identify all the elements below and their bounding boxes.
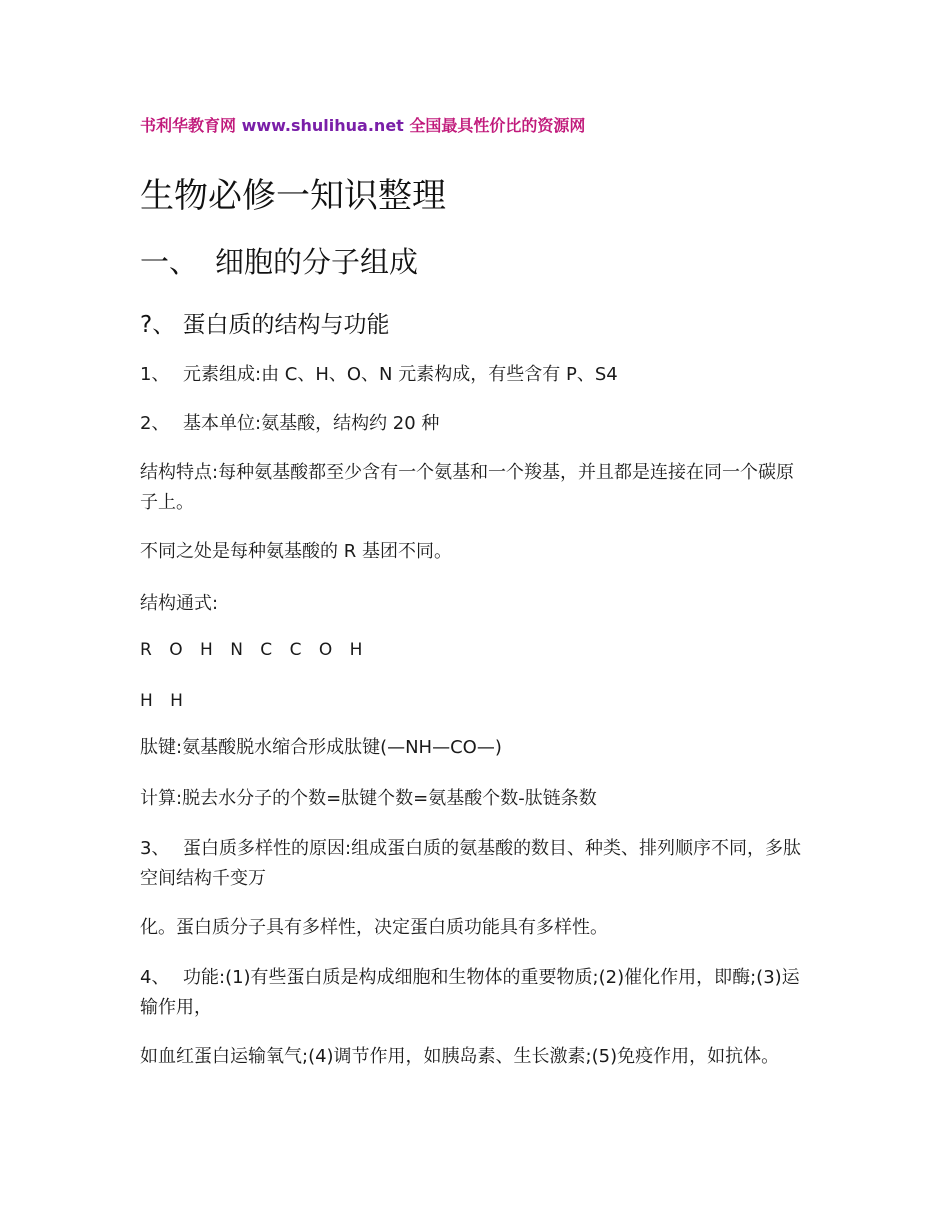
formula-line-1: R O H N C C O H [140,640,369,660]
item-2 [140,409,810,439]
item-4-number: 4、 [140,967,170,988]
section-heading [140,240,418,281]
item-2-number: 2、 [140,413,170,434]
document-title: 生物必修一知识整理 [140,176,446,216]
section-heading-text: 细胞的分子组成 [215,245,419,279]
item-3-text: 蛋白质多样性的原因:组成蛋白质的氨基酸的数目、种类、排列顺序不同，多肽空间结构千变万 [140,838,802,889]
banner-url: www.shulihua.net [241,116,404,135]
formula-label: 结构通式: [140,593,219,614]
calculation-paragraph: 计算:脱去水分子的个数=肽键个数=氨基酸个数-肽链条数 [140,788,597,809]
peptide-bond-paragraph: 肽键:氨基酸脱水缩合形成肽键(—NH—CO—) [140,737,502,758]
structure-feature-paragraph: 结构特点:每种氨基酸都至少含有一个氨基和一个羧基，并且都是连接在同一个碳原子上。 [140,462,795,513]
item-3-number: 3、 [140,838,170,859]
item-4-text: 功能:(1)有些蛋白质是构成细胞和生物体的重要物质;(2)催化作用，即酶;(3)运输作用， [140,967,800,1018]
subsection-heading: ?、 蛋白质的结构与功能 [140,312,390,338]
formula-line-2: H H [140,691,189,711]
banner-slogan: 全国最具性价比的资源网 [409,116,586,135]
item-4 [140,963,810,1023]
item-1 [140,360,810,390]
item-1-text: 元素组成:由 C、H、O、N 元素构成，有些含有 P、S4 [183,364,618,385]
section-number: 一、 [140,245,199,279]
difference-paragraph: 不同之处是每种氨基酸的 R 基团不同。 [140,541,452,562]
site-banner [140,113,585,136]
item-2-text: 基本单位:氨基酸，结构约 20 种 [183,413,440,434]
item-4-continuation: 如血红蛋白运输氧气;(4)调节作用，如胰岛素、生长激素;(5)免疫作用，如抗体。 [140,1046,780,1067]
banner-site-name: 书利华教育网 [140,116,237,135]
item-3 [140,834,810,894]
item-3-continuation: 化。蛋白质分子具有多样性，决定蛋白质功能具有多样性。 [140,917,608,938]
item-1-number: 1、 [140,364,170,385]
